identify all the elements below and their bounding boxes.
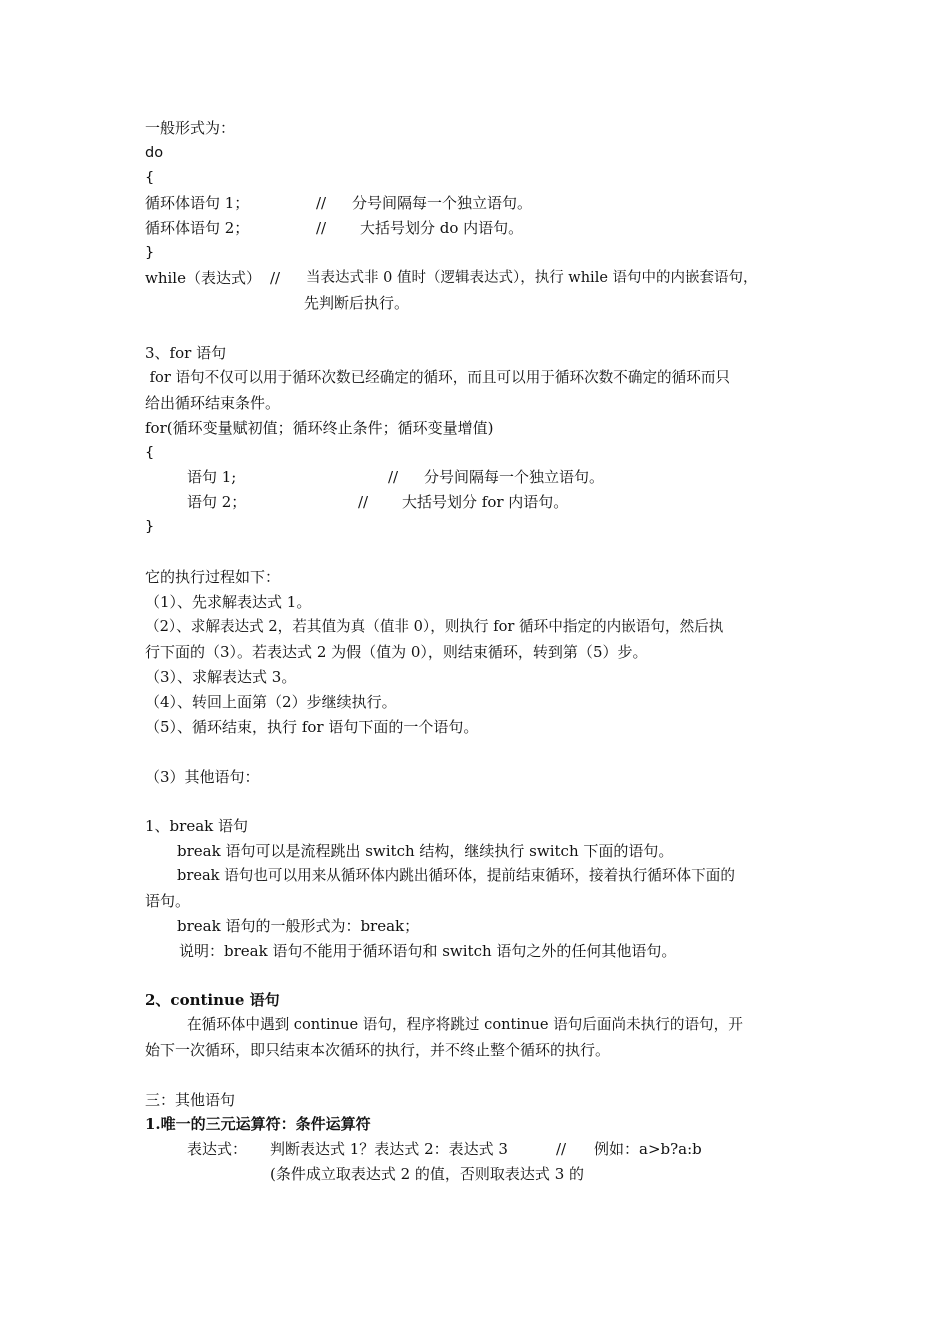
statement-2-comment: 大括号划分 do 内语句。 [360, 219, 524, 237]
exec-step-1: （1）、先求解表达式 1。 [145, 593, 312, 611]
exec-step-5: （5）、循环结束，执行 for 语句下面的一个语句。 [145, 718, 479, 736]
break-paragraph-3: break 语句的一般形式为：break； [177, 917, 420, 935]
continue-heading: 2、continue 语句 [145, 991, 280, 1009]
for-statement-2: 语句 2； [187, 493, 247, 511]
ternary-operator-heading: 1.唯一的三元运算符：条件运算符 [145, 1115, 371, 1133]
comment-mark: // [358, 493, 369, 511]
break-paragraph-2: break 语句也可以用来从循环体内跳出循环体，提前结束循环，接着执行循环体下面的 [177, 867, 735, 884]
break-note: 说明：break 语句不能用于循环语句和 switch 语句之外的任何其他语句。 [179, 942, 677, 960]
exec-process-intro: 它的执行过程如下： [145, 568, 281, 586]
for-description: for 语句不仅可以用于循环次数已经确定的循环，而且可以用于循环次数不确定的循环而只 [145, 369, 731, 386]
exec-step-4: （4）、转回上面第（2）步继续执行。 [145, 693, 397, 711]
comment-mark: // [316, 219, 327, 237]
for-heading: 3、for 语句 [145, 344, 227, 362]
for-syntax: for(循环变量赋初值；循环终止条件；循环变量增值) [145, 419, 494, 437]
for-statement-2-comment: 大括号划分 for 内语句。 [402, 493, 569, 511]
break-heading: 1、break 语句 [145, 817, 248, 835]
while-comment-continued: 先判断后执行。 [304, 294, 410, 312]
open-brace: { [145, 445, 155, 461]
exec-step-3: （3）、求解表达式 3。 [145, 668, 297, 686]
loop-statement-2: 循环体语句 2； [145, 219, 250, 237]
comment-mark: // [316, 194, 327, 212]
break-paragraph-2-continued: 语句。 [145, 892, 191, 910]
continue-paragraph: 在循环体中遇到 continue 语句，程序将跳过 continue 语句后面尚未执行的语句，开 [187, 1016, 743, 1033]
while-comment: 当表达式非 0 值时（逻辑表达式），执行 while 语句中的内嵌套语句， [306, 270, 758, 286]
do-keyword: do [145, 145, 164, 161]
do-while-intro: 一般形式为： [145, 119, 236, 137]
ternary-example: 例如：a>b?a:b [594, 1140, 702, 1158]
break-paragraph-1: break 语句可以是流程跳出 switch 结构，继续执行 switch 下面的语句。 [177, 842, 674, 860]
comment-mark: // [388, 468, 399, 486]
exec-step-2-continued: 行下面的（3）。若表达式 2 为假（值为 0），则结束循环，转到第（5）步。 [145, 643, 648, 661]
ternary-expression: 判断表达式 1？表达式 2：表达式 3 [270, 1140, 508, 1158]
other-statements-heading: （3）其他语句： [145, 768, 260, 786]
ternary-note: (条件成立取表达式 2 的值，否则取表达式 3 的 [270, 1165, 585, 1183]
loop-statement-1: 循环体语句 1； [145, 194, 250, 212]
expression-label: 表达式： [187, 1140, 248, 1158]
comment-mark: // [556, 1140, 567, 1158]
for-statement-1-comment: 分号间隔每一个独立语句。 [424, 468, 605, 486]
comment-mark: // [270, 269, 281, 287]
close-brace: } [145, 245, 155, 261]
open-brace: { [145, 170, 155, 186]
section-3-heading: 三：其他语句 [145, 1091, 236, 1109]
close-brace: } [145, 519, 155, 535]
while-keyword: while（表达式） [145, 269, 261, 287]
continue-paragraph-continued: 始下一次循环，即只结束本次循环的执行，并不终止整个循环的执行。 [145, 1041, 611, 1059]
for-description-continued: 给出循环结束条件。 [145, 394, 281, 412]
exec-step-2: （2）、求解表达式 2，若其值为真（值非 0），则执行 for 循环中指定的内嵌语句，然后执 [145, 618, 724, 635]
statement-1-comment: 分号间隔每一个独立语句。 [352, 194, 533, 212]
for-statement-1: 语句 1; [187, 468, 237, 486]
